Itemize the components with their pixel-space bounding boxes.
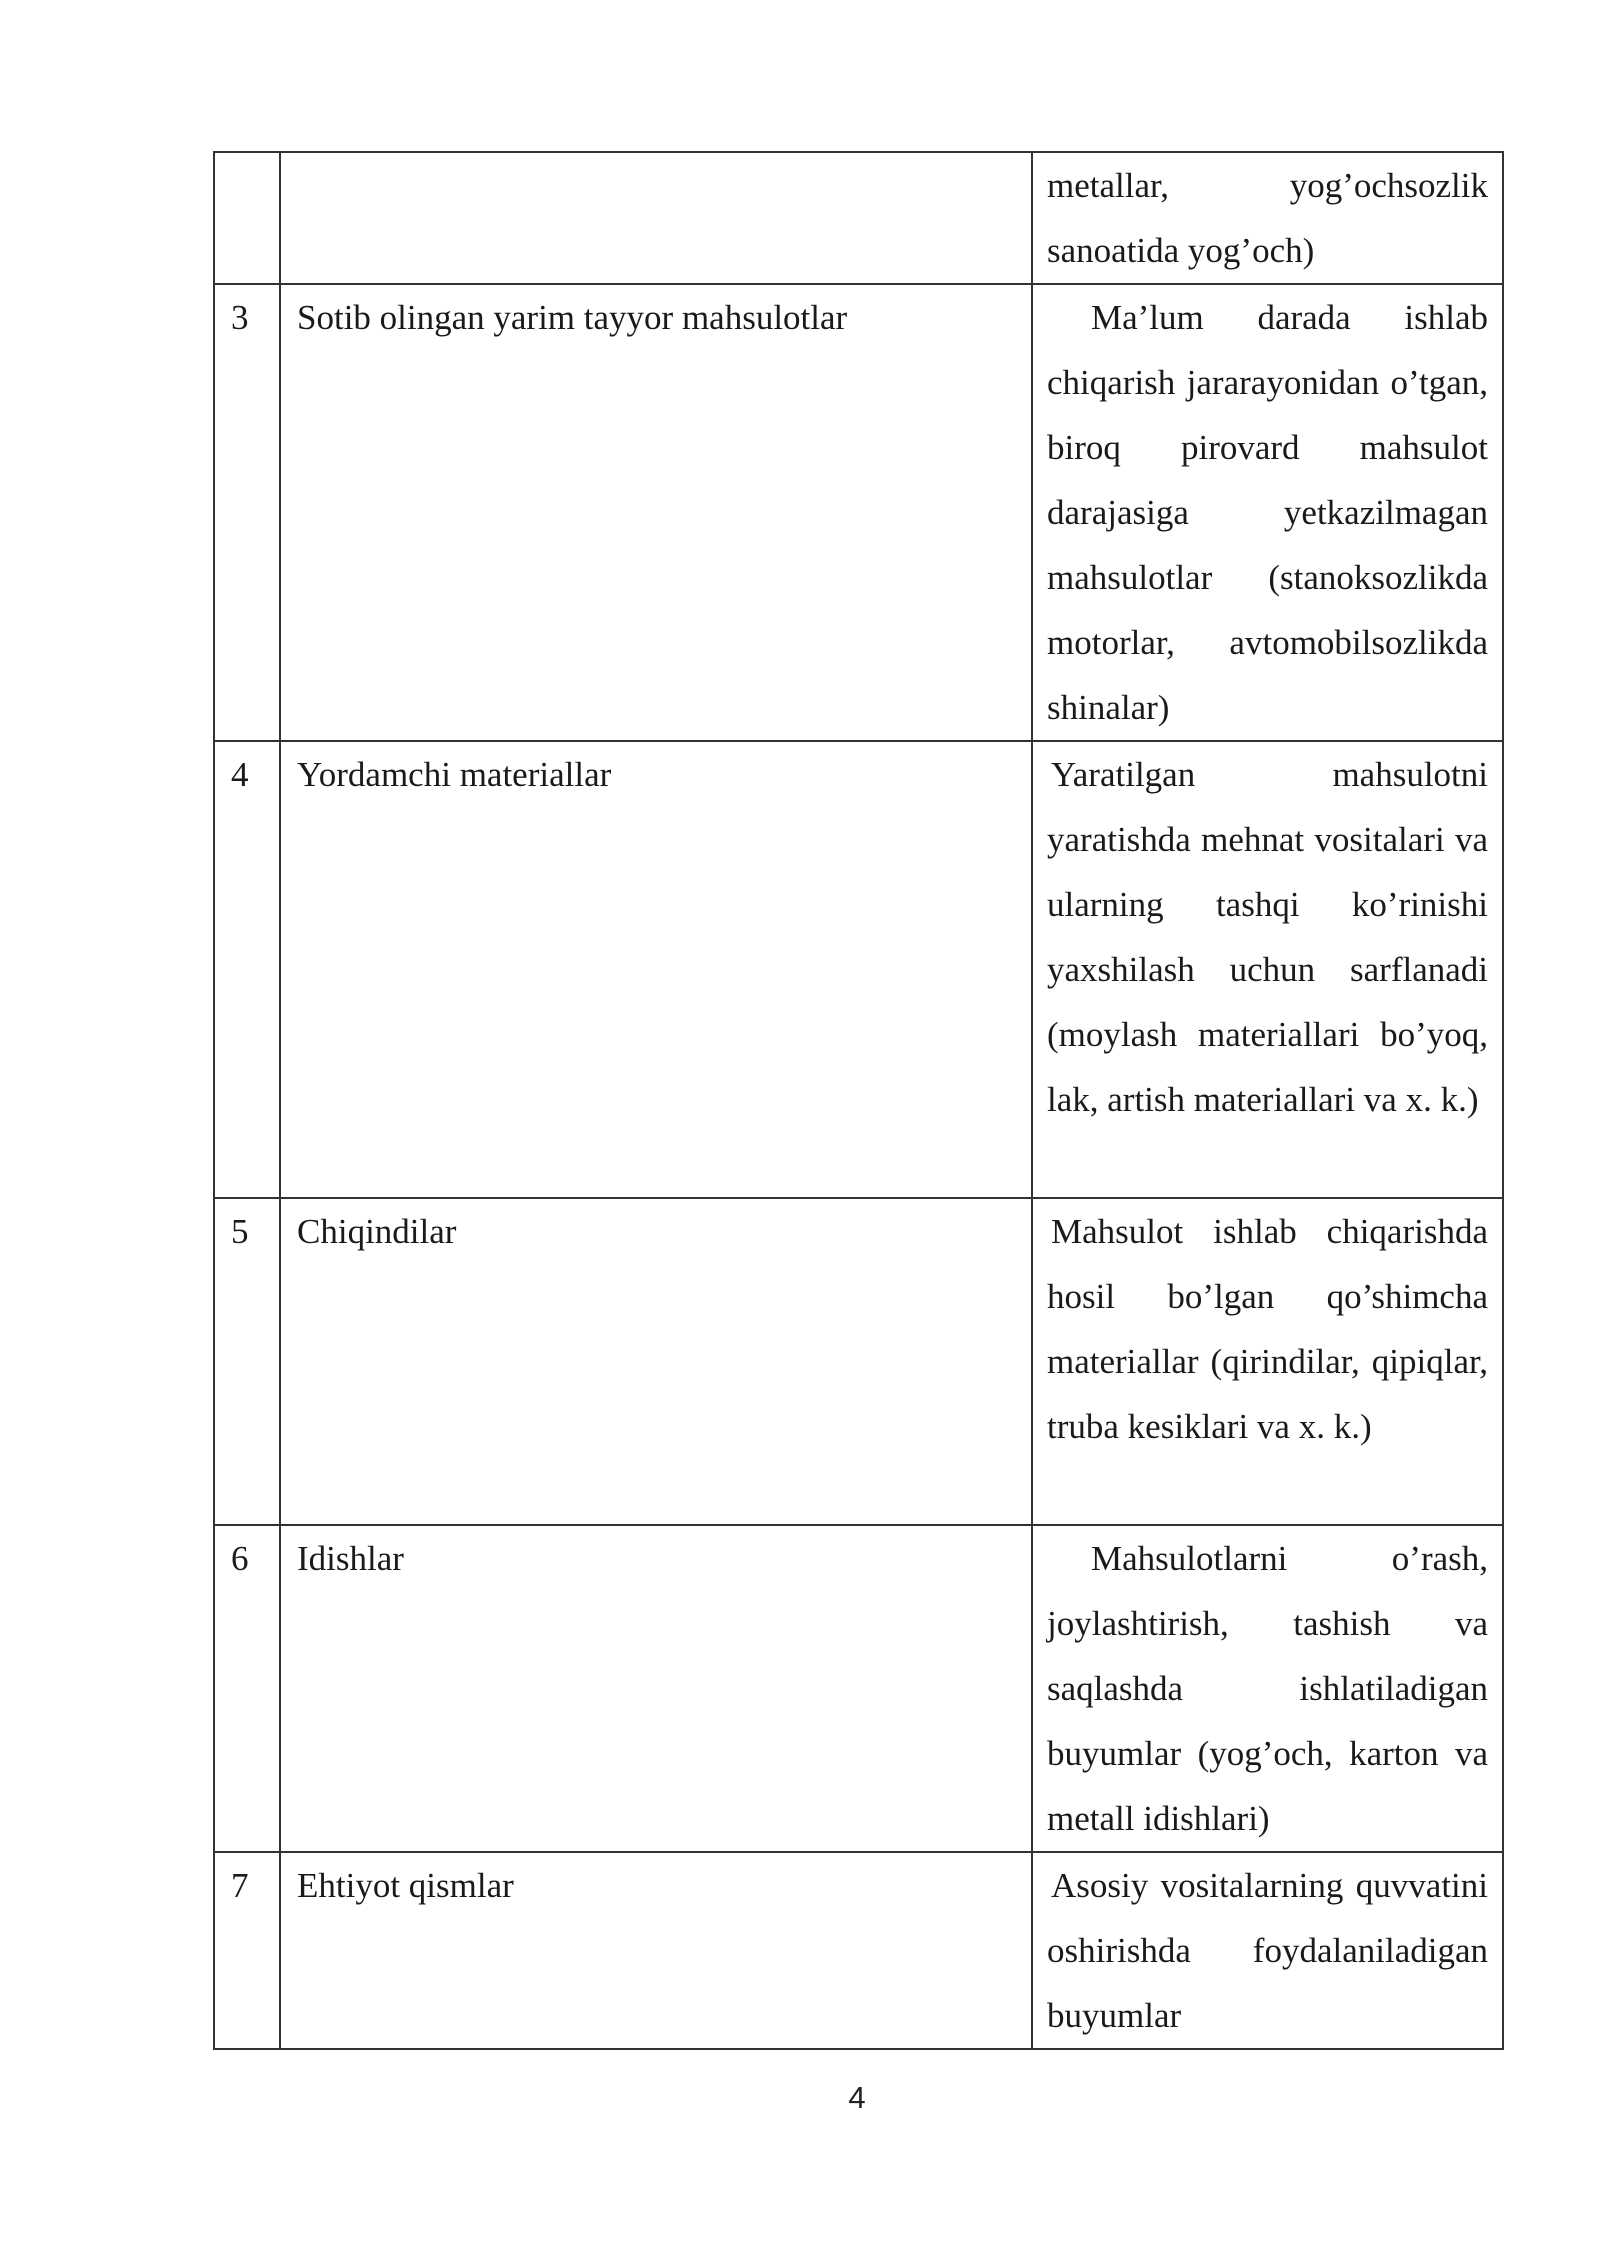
row-number: 6 (214, 1525, 280, 1852)
row-number: 4 (214, 741, 280, 1198)
row-description: Ma’lum darada ishlab chiqarish jararayonidan o’tgan, biroq pirovard mahsulot darajasiga yetkazilmagan mahsulotlar (stanoksozlikda motorlar, avtomobilsozlikda shinalar) (1032, 284, 1503, 741)
page-number: 4 (848, 2080, 866, 2115)
row-description: metallar, yog’ochsozlik sanoatida yog’och) (1032, 152, 1503, 284)
row-description: Mahsulotlarni o’rash, joylashtirish, tashish va saqlashda ishlatiladigan buyumlar (yog’och, karton va metall idishlari) (1032, 1525, 1503, 1852)
table-row (214, 1198, 1503, 1525)
row-name: Sotib olingan yarim tayyor mahsulotlar (280, 284, 1032, 741)
table-row (214, 284, 1503, 741)
row-description: Yaratilgan mahsulotni yaratishda mehnat vositalari va ularning tashqi ko’rinishi yaxshilash uchun sarflanadi (moylash materiallari bo’yoq, lak, artish materiallari va x. k.) (1032, 741, 1503, 1198)
materials-table (213, 151, 1504, 2050)
table-row (214, 741, 1503, 1198)
row-number: 3 (214, 284, 280, 741)
row-name: Yordamchi materiallar (280, 741, 1032, 1198)
table-row (214, 1525, 1503, 1852)
row-name: Chiqindilar (280, 1198, 1032, 1525)
row-description: Asosiy vositalarning quvvatini oshirishda foydalaniladigan buyumlar (1032, 1852, 1503, 2049)
row-name: Ehtiyot qismlar (280, 1852, 1032, 2049)
row-number (214, 152, 280, 284)
row-number: 5 (214, 1198, 280, 1525)
row-name (280, 152, 1032, 284)
row-name: Idishlar (280, 1525, 1032, 1852)
row-number: 7 (214, 1852, 280, 2049)
row-description: Mahsulot ishlab chiqarishda hosil bo’lgan qo’shimcha materiallar (qirindilar, qipiqlar, truba kesiklari va x. k.) (1032, 1198, 1503, 1525)
table-row (214, 1852, 1503, 2049)
table-row-continuation (214, 152, 1503, 284)
